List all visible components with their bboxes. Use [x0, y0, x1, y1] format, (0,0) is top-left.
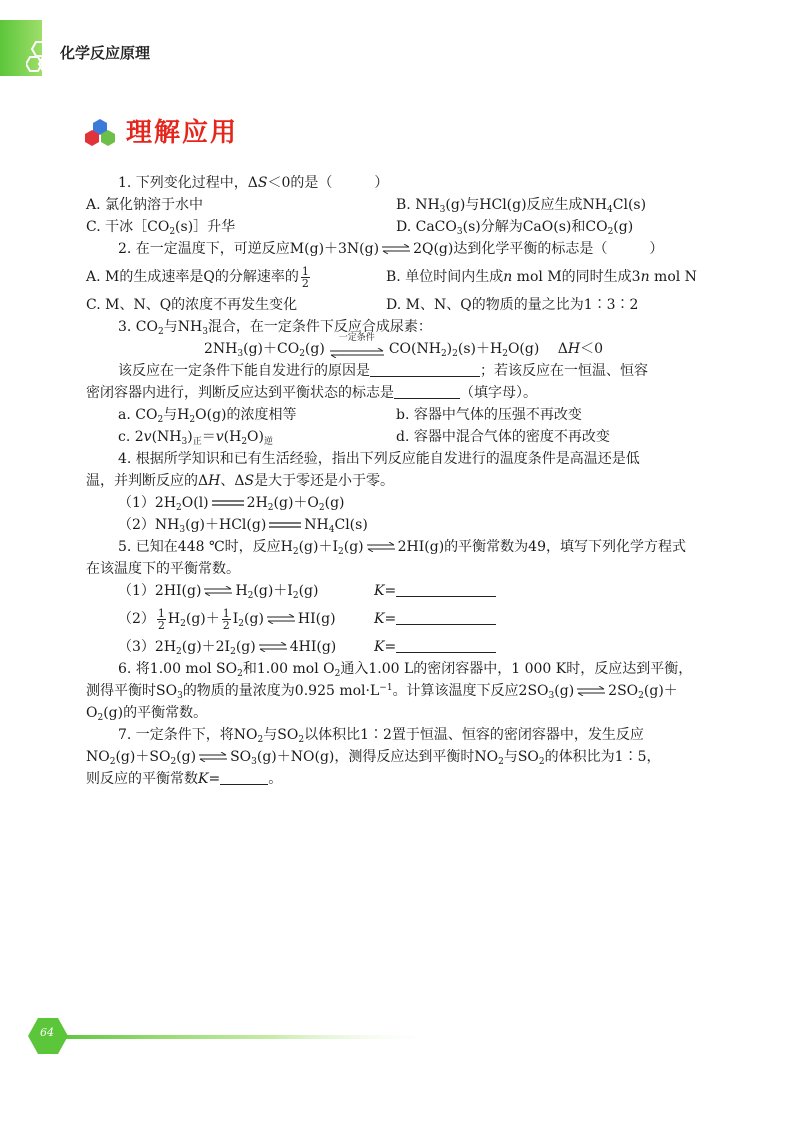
answer-blank[interactable] [396, 582, 496, 597]
q1-option-b: B. $NH_3(g)$与HCl(g)反应生成$NH_4Cl(s)$ [396, 197, 647, 215]
equilibrium-arrow-icon [266, 614, 296, 624]
equilibrium-arrow-icon [258, 642, 288, 652]
q1-options-cd [86, 216, 726, 238]
equilibrium-arrow-icon [576, 686, 606, 696]
q3-option-a: a. $CO_2$与$H_2O(g)$的浓度相等 [118, 407, 297, 425]
q2-stem: 2. 在一定温度下，可逆反应M(g)＋3N(g) 2Q(g)达到化学平衡的标志是（ ） [118, 241, 664, 257]
q1-option-c: C. 干冰$[CO_2(s)]$升华 [86, 219, 236, 237]
q4-reaction-1: $(1)2H_2O(l)$ $2H_2(g)+O_2(g)$ [118, 495, 345, 513]
q6-stem-1: 6. 将1.00 mol $SO_2$和1.00 mol $O_2$通入1.00 L的密闭容器中，1 000 K时，反应达到平衡， [118, 661, 693, 679]
q2-option-c: C. M、N、Q的浓度不再发生变化 [86, 297, 298, 313]
q3-blank-line-1: 该反应在一定条件下能自发进行的原因是 ；若该反应在一恒温、恒容 [118, 363, 648, 379]
q2-options-ab [86, 260, 726, 294]
q4-reaction-2: $(2)NH_3(g)+HCl(g)$ $NH_4Cl(s)$ [118, 517, 368, 535]
q2-option-b: B. 单位时间内生成n mol M的同时生成3n mol N [386, 269, 697, 285]
q5-stem-2: 在该温度下的平衡常数。 [86, 561, 240, 577]
answer-blank[interactable] [394, 384, 460, 399]
fraction-half: $\frac{1}{2}$ [301, 264, 309, 290]
q1-option-a: A. 氯化钠溶于水中 [86, 197, 204, 213]
q3-options-cd [86, 426, 726, 448]
cube-cluster-icon [85, 118, 115, 146]
fraction-half: $\frac{1}{2}$ [157, 606, 165, 632]
answer-blank[interactable] [396, 638, 496, 653]
header-title: 化学反应原理 [60, 44, 151, 62]
equals-arrow-icon [211, 498, 245, 508]
k-answer: K= [374, 602, 496, 636]
q7-stem-1: 7. 一定条件下，将$NO_2$与$SO_2$以体积比1∶2置于恒温、恒容的密闭容器中，发生反应 [118, 727, 644, 745]
q5-reaction-3: $(3)2H_2(g)+2I_2(g)$ 4HI(g) K= [86, 636, 726, 658]
q1-option-d: D. CaCO$_3$(s)分解为CaO(s)和$CO_2(g)$ [396, 219, 634, 237]
page-number: 64 [40, 1026, 54, 1039]
equilibrium-arrow-icon [366, 542, 396, 552]
q4-stem-1: 4. 根据所学知识和已有生活经验，指出下列反应能自发进行的温度条件是高温还是低 [118, 451, 640, 467]
q6-stem-2: 测得平衡时$SO_3$的物质的量浓度为0.925 $mol\cdot L^{-1}$。计算该温度下反应$2SO_3(g)$ $2SO_2(g)+$ [86, 683, 678, 701]
k-answer: K= [374, 636, 496, 658]
q3-equation: $2NH_3(g)+CO_2(g)$ 一定条件 $CO(NH_2)_2(s)+H_2O(g)$ ΔH＜0 [204, 333, 604, 359]
answer-blank[interactable] [370, 362, 480, 377]
q3-option-d: d. 容器中混合气体的密度不再改变 [396, 429, 610, 445]
q3-blank-line-2: 密闭容器内进行，判断反应达到平衡状态的标志是 （填字母）。 [86, 385, 537, 401]
q7-stem-2: $NO_2(g)+SO_2(g)$ $SO_3(g)+NO(g)$，测得反应达到平衡时$NO_2$与$SO_2$的体积比为1∶5， [86, 749, 661, 767]
footer-bar [0, 1014, 800, 1064]
q7-stem-3: 则反应的平衡常数K= 。 [86, 771, 283, 787]
k-answer: K= [374, 580, 496, 602]
fraction-half: $\frac{1}{2}$ [222, 606, 230, 632]
section-title: 理解应用 [126, 118, 239, 148]
q5-stem-1: 5. 已知在448 ℃时，反应$H_2(g)+I_2(g)$ 2HI(g)的平衡常数为49，填写下列化学方程式 [118, 539, 686, 557]
conditional-equilibrium-arrow: 一定条件 [329, 339, 385, 359]
q3-stem: 3. $CO_2$与$NH_3$混合，在一定条件下反应合成尿素： [118, 319, 432, 337]
exercise-content [86, 172, 726, 790]
q3-options-ab [86, 404, 726, 426]
q5-reaction-1: （1）2HI(g) $H_2(g)+I_2(g)$ K= [86, 580, 726, 602]
q1-stem: 1. 下列变化过程中，ΔS＜0的是（ ） [118, 175, 389, 191]
q2-options-cd [86, 294, 726, 316]
q4-stem-2: 温，并判断反应的ΔH、ΔS是大于零还是小于零。 [86, 473, 395, 489]
equilibrium-arrow-icon [198, 752, 228, 762]
q2-option-d: D. M、N、Q的物质的量之比为1∶3∶2 [386, 297, 639, 313]
equilibrium-arrow-icon [381, 244, 411, 254]
answer-blank[interactable] [220, 770, 268, 785]
equals-arrow-icon [268, 520, 302, 530]
equilibrium-arrow-icon [203, 586, 233, 596]
q5-reaction-2: （2） $\frac{1}{2}$ $H_2(g)+$ $\frac{1}{2}$ $I_2(g)$ HI(g) K= [86, 602, 726, 636]
q3-option-c: c. $2v(NH_3)_正=v(H_2O)_逆$ [118, 429, 274, 447]
q1-options-ab [86, 194, 726, 216]
answer-blank[interactable] [396, 610, 496, 625]
q2-option-a: A. M的生成速率是Q的分解速率的 $\frac{1}{2}$ [86, 264, 309, 290]
q3-option-b: b. 容器中气体的压强不再改变 [396, 407, 582, 423]
q6-stem-3: $O_2(g)$的平衡常数。 [86, 705, 208, 723]
